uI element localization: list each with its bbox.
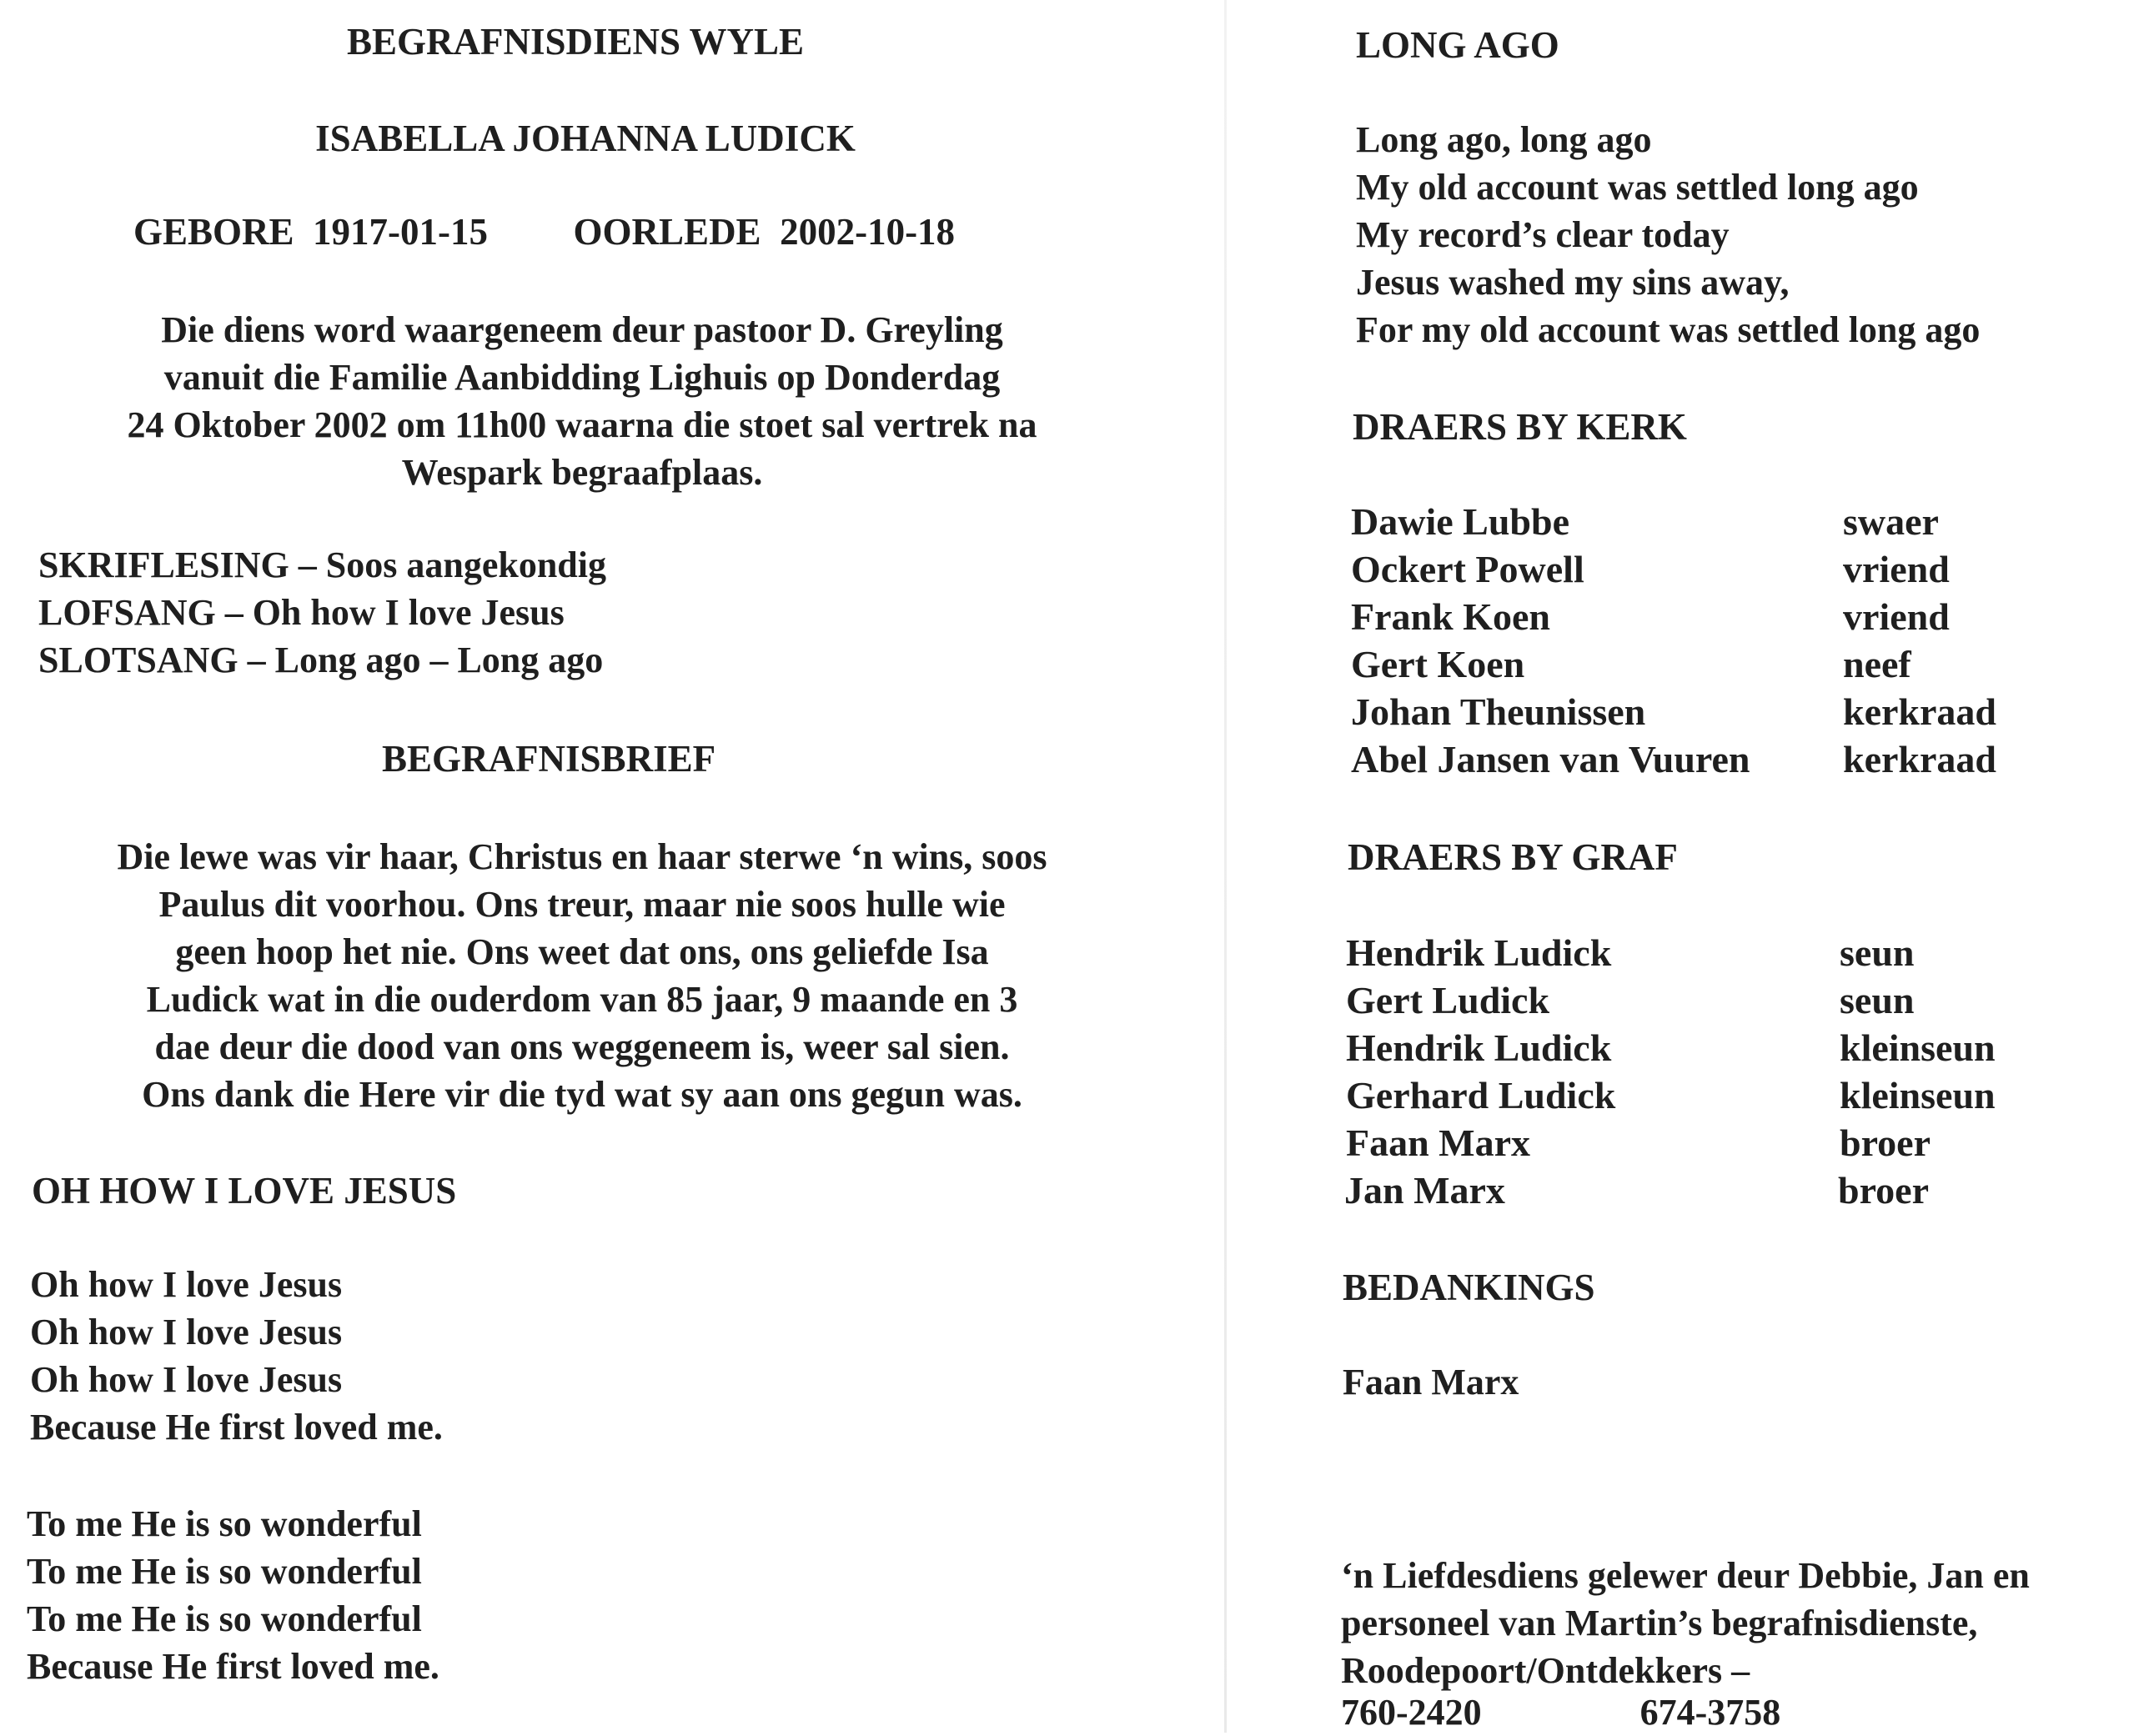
footer-line: ‘n Liefdesdiens gelewer deur Debbie, Jan en [1341, 1555, 2030, 1596]
song-line: Long ago, long ago [1356, 119, 1652, 160]
bearer-relation: broer [1838, 1169, 1930, 1212]
song-line: My old account was settled long ago [1356, 167, 1919, 208]
letter-line: Die lewe was vir haar, Christus en haar sterwe ‘n wins, soos [117, 836, 1047, 877]
hymn-line: Because He first loved me. [30, 1407, 443, 1448]
bearer-relation: kerkraad [1843, 738, 1996, 780]
footer-line: Roodepoort/Ontdekkers – [1341, 1650, 1750, 1691]
letter-line: geen hoop het nie. Ons weet dat ons, ons geliefde Isa [175, 931, 989, 972]
hymn-line: Because He first loved me. [27, 1646, 439, 1687]
born-label: GEBORE [133, 211, 294, 253]
service-line: 24 Oktober 2002 om 11h00 waarna die stoet sal vertrek na [127, 404, 1037, 445]
bearer-name: Gert Ludick [1346, 979, 1550, 1021]
phone-line [1341, 1689, 1780, 1736]
footer-line: personeel van Martin’s begrafnisdienste, [1341, 1603, 1978, 1643]
song-line: My record’s clear today [1356, 214, 1730, 255]
dates-line [133, 208, 955, 255]
graf-bearers-title: DRAERS BY GRAF [1348, 836, 1678, 878]
program-item: SKRIFLESING – Soos aangekondig [38, 544, 606, 585]
program-item: LOFSANG – Oh how I love Jesus [38, 592, 565, 633]
bearer-relation: kerkraad [1843, 690, 1996, 733]
died-label: OORLEDE [573, 211, 761, 253]
song-title: LONG AGO [1356, 24, 1559, 66]
kerk-bearers-title: DRAERS BY KERK [1353, 406, 1687, 448]
bearer-name: Ockert Powell [1351, 548, 1584, 590]
service-title: BEGRAFNISDIENS WYLE [346, 21, 805, 63]
bearer-relation: broer [1840, 1121, 1931, 1164]
phone-number: 760-2420 [1341, 1692, 1482, 1733]
letter-title: BEGRAFNISBRIEF [382, 738, 716, 780]
bearer-relation: seun [1840, 979, 1915, 1021]
bearer-name: Hendrik Ludick [1346, 1026, 1612, 1069]
bearer-name: Frank Koen [1351, 595, 1550, 638]
song-line: Jesus washed my sins away, [1356, 262, 1790, 303]
bearer-name: Faan Marx [1346, 1121, 1531, 1164]
bearer-relation: vriend [1843, 548, 1950, 590]
hymn-line: Oh how I love Jesus [30, 1312, 343, 1352]
bearer-relation: neef [1843, 643, 1911, 685]
bearer-relation: swaer [1843, 500, 1939, 543]
program-item: SLOTSANG – Long ago – Long ago [38, 640, 604, 680]
service-line: vanuit die Familie Aanbidding Lighuis op Donderdag [163, 357, 1001, 398]
service-line: Wespark begraafplaas. [401, 452, 763, 493]
bearer-relation: kleinseun [1840, 1026, 1996, 1069]
page-fold [1224, 0, 1227, 1733]
deceased-name: ISABELLA JOHANNA LUDICK [315, 118, 856, 159]
bearer-relation: kleinseun [1840, 1074, 1996, 1116]
bearer-name: Johan Theunissen [1351, 690, 1646, 733]
hymn-line: To me He is so wonderful [27, 1598, 422, 1639]
bearer-relation: vriend [1843, 595, 1950, 638]
phone-number: 674-3758 [1639, 1692, 1781, 1733]
hymn-line: To me He is so wonderful [27, 1503, 422, 1544]
bearer-name: Gerhard Ludick [1346, 1074, 1616, 1116]
hymn-line: Oh how I love Jesus [30, 1264, 343, 1305]
hymn-line: To me He is so wonderful [27, 1551, 422, 1592]
letter-line: dae deur die dood van ons weggeneem is, weer sal sien. [154, 1026, 1010, 1067]
bearer-name: Jan Marx [1344, 1169, 1505, 1212]
hymn-title: OH HOW I LOVE JESUS [32, 1170, 457, 1212]
thanks-title: BEDANKINGS [1343, 1267, 1595, 1308]
bearer-name: Gert Koen [1351, 643, 1525, 685]
thanks-name: Faan Marx [1343, 1362, 1519, 1402]
died-date: 2002-10-18 [780, 211, 956, 253]
bearer-name: Dawie Lubbe [1351, 500, 1569, 543]
hymn-line: Oh how I love Jesus [30, 1359, 343, 1400]
born-date: 1917-01-15 [313, 211, 489, 253]
song-line: For my old account was settled long ago [1356, 309, 1981, 350]
bearer-relation: seun [1840, 931, 1915, 974]
letter-line: Paulus dit voorhou. Ons treur, maar nie soos hulle wie [158, 884, 1006, 925]
bearer-name: Hendrik Ludick [1346, 931, 1612, 974]
letter-line: Ludick wat in die ouderdom van 85 jaar, 9 maande en 3 [146, 979, 1018, 1020]
service-line: Die diens word waargeneem deur pastoor D. Greyling [161, 309, 1003, 350]
bearer-name: Abel Jansen van Vuuren [1351, 738, 1750, 780]
letter-line: Ons dank die Here vir die tyd wat sy aan ons gegun was. [142, 1074, 1022, 1115]
